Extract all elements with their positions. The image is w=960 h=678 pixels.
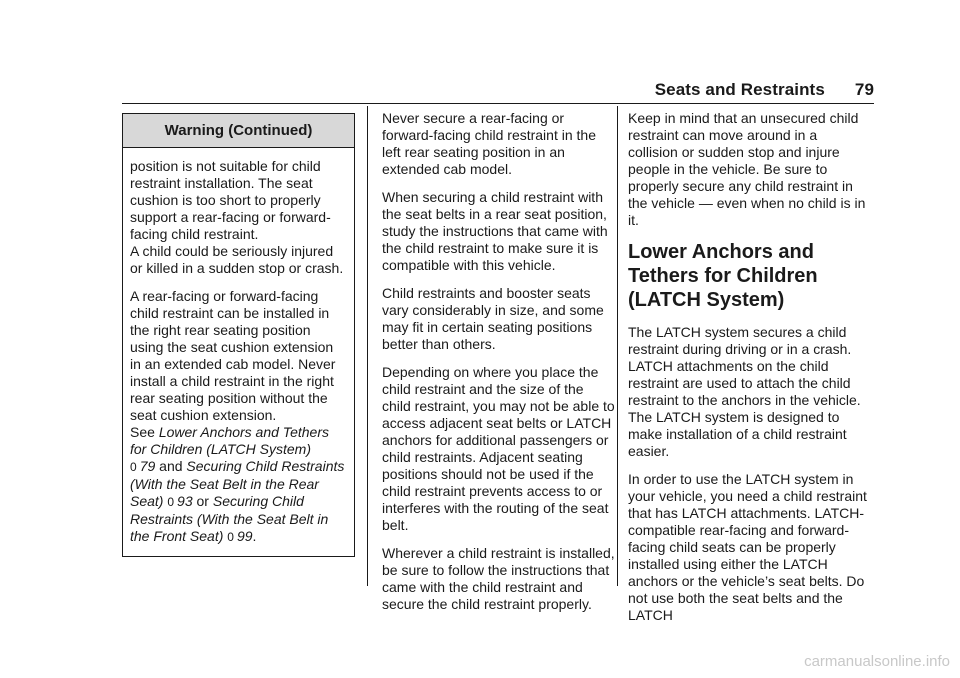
page-ref-icon: 0	[130, 460, 137, 474]
warning-box	[122, 113, 355, 557]
page-header	[655, 80, 874, 100]
warning-paragraph: A child could be seriously injured or killed in a sudden stop or crash.	[130, 243, 344, 276]
see-label: See	[130, 424, 155, 440]
xref-link-front-seat[interactable]: Securing Child Restraints (With the Seat Belt in the Front Seat)	[130, 493, 329, 544]
page-number: 79	[854, 80, 874, 99]
text-column-2	[382, 110, 616, 624]
xref-page-93[interactable]: 93	[177, 493, 193, 509]
column-divider	[617, 106, 618, 586]
column-divider	[367, 106, 368, 586]
xref-page-79[interactable]: 79	[139, 458, 156, 474]
warning-title: Warning (Continued)	[123, 114, 354, 148]
page-ref-icon: 0	[167, 495, 175, 509]
header-rule	[122, 103, 874, 104]
or-label: or	[196, 493, 209, 509]
body-paragraph: In order to use the LATCH system in your vehicle, you need a child restraint that has LATCH attachments. LATCH-compatible rear-facing and forward-facing child seats can be properly installed using either the LATCH anchors or the vehicle’s seat belts. Do not use both the seat belts and the LATCH	[628, 471, 867, 623]
section-heading: Lower Anchors and Tethers for Children (LATCH System)	[628, 241, 818, 311]
warning-body	[123, 148, 354, 556]
body-paragraph: Child restraints and booster seats vary considerably in size, and some may fit in certain seating positions better than others.	[382, 285, 604, 352]
xref-page-99[interactable]: 99	[236, 528, 253, 544]
end-punctuation: .	[252, 528, 257, 544]
body-paragraph: Keep in mind that an unsecured child restraint can move around in a collision or sudden stop and injure people in the vehicle. Be sure to properly secure any child restraint in the vehicle — even when no child is in it.	[628, 110, 866, 228]
xref-link-rear-seat[interactable]: Securing Child Restraints (With the Seat Belt in the Rear Seat)	[130, 458, 345, 509]
warning-paragraph: A rear-facing or forward-facing child restraint can be installed in the right rear seating position using the seat cushion extension in an extended cab model. Never install a child restraint in the right rear seating position without the seat cushion extension.	[130, 288, 336, 423]
xref-link-latch[interactable]: Lower Anchors and Tethers for Children (LATCH System)	[130, 424, 329, 457]
watermark: carmanualsonline.info	[804, 653, 950, 670]
section-title: Seats and Restraints	[654, 80, 825, 99]
warning-paragraph: position is not suitable for child restraint installation. The seat cushion is too short to properly support a rear-facing or forward-facing child restraint.	[130, 158, 331, 242]
page-ref-icon: 0	[227, 530, 234, 544]
body-paragraph: When securing a child restraint with the seat belts in a rear seat position, study the instructions that came with the child restraint to make sure it is compatible with this vehicle.	[382, 189, 608, 273]
text-column-3	[628, 110, 868, 635]
cross-reference-text	[130, 424, 347, 546]
body-paragraph: Depending on where you place the child restraint and the size of the child restraint, you may not be able to access adjacent seat belts or LATCH anchors for additional passengers or child restraints. Adjacent seating positions should not be used if the child restraint prevents access to or interferes with the routing of the seat belt.	[382, 364, 615, 533]
body-paragraph: Wherever a child restraint is installed, be sure to follow the instructions that came with the child restraint and secure the child restraint properly.	[382, 545, 615, 612]
body-paragraph: The LATCH system secures a child restraint during driving or in a crash. LATCH attachments on the child restraint are used to attach the child restraint to the anchors in the vehicle. The LATCH system is designed to make installation of a child restraint easier.	[628, 324, 861, 459]
body-paragraph: Never secure a rear-facing or forward-facing child restraint in the left rear seating position in an extended cab model.	[382, 110, 596, 177]
and-label: and	[159, 458, 183, 474]
